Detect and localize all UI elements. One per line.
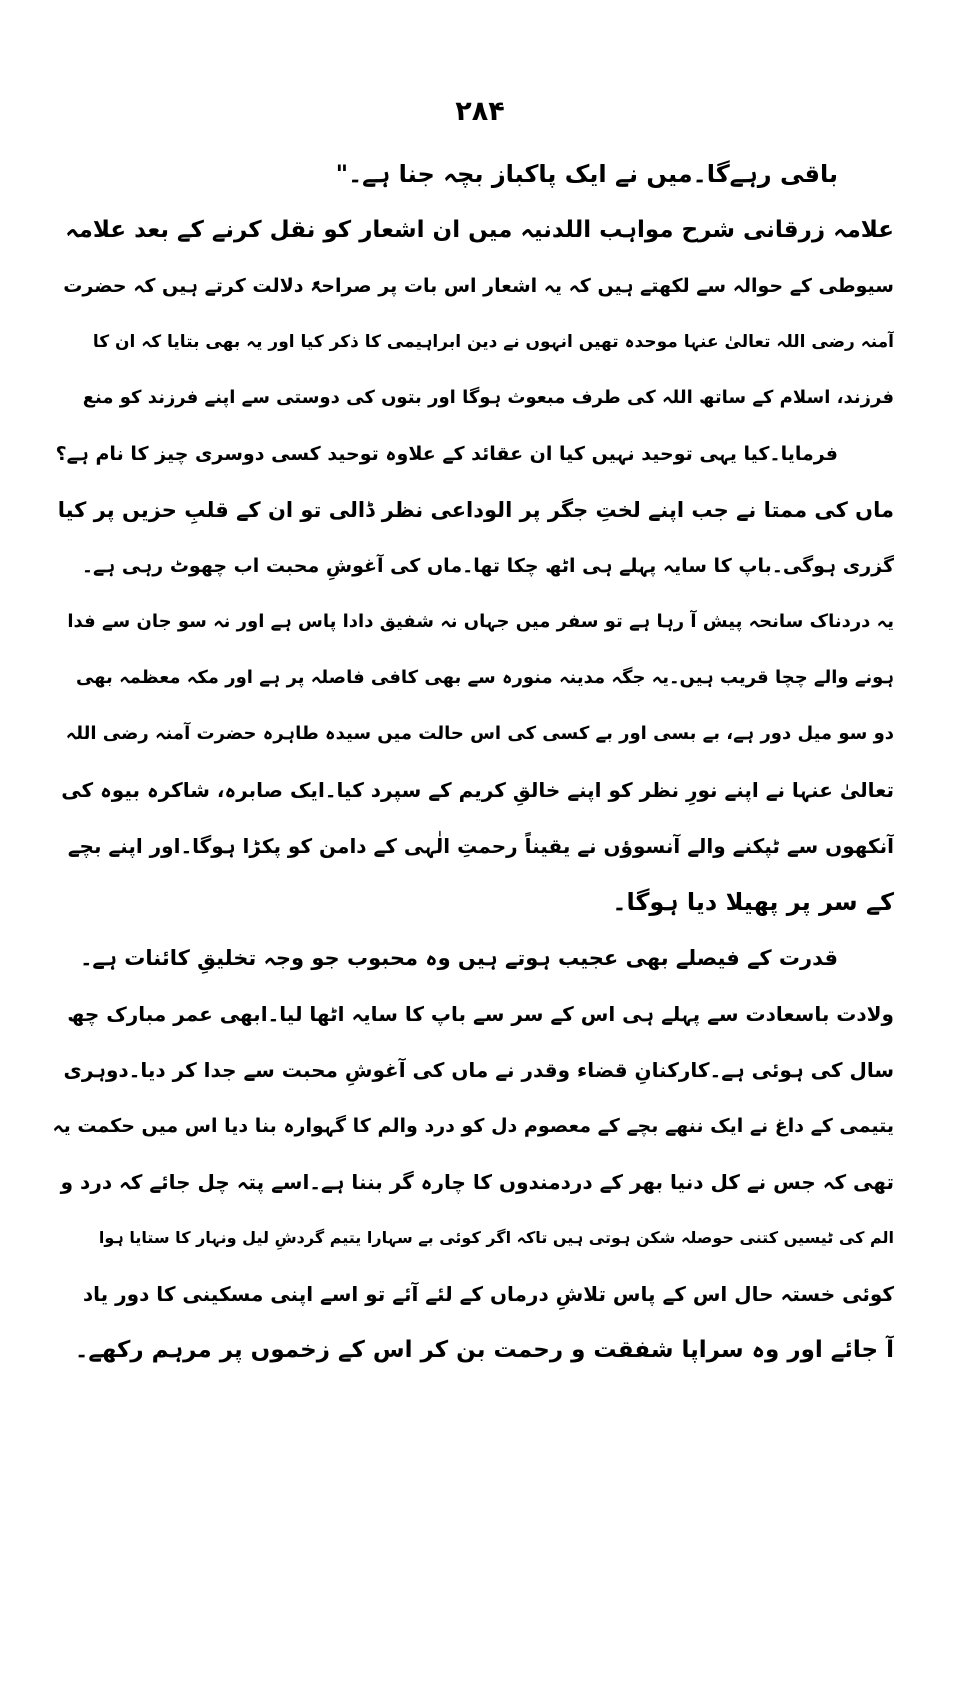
page-body-text	[52, 146, 894, 1378]
text-line: علامہ زرقانی شرح مواہب اللدنیہ میں ان اشعار کو نقل کرنے کے بعد علامہ	[65, 217, 894, 243]
text-line: سیوطی کے حوالہ سے لکھتے ہیں کہ یہ اشعار اس بات پر صراحۃً دلالت کرتے ہیں کہ حضرت	[63, 275, 894, 297]
text-line: فرمایا۔کیا یہی توحید نہیں کیا ان عقائد کے علاوہ توحید کسی دوسری چیز کا نام ہے؟	[55, 443, 838, 465]
text-line: باقی رہےگا۔میں نے ایک پاکباز بچہ جنا ہے۔"	[335, 160, 838, 188]
text-line: یتیمی کے داغ نے ایک ننھے بچے کے معصوم دل کو درد والم کا گہوارہ بنا دیا اس میں حکمت یہ	[52, 1115, 894, 1137]
text-line: کے سر پر پھیلا دیا ہوگا۔	[612, 888, 894, 916]
text-line: الم کی ٹیسیں کتنی حوصلہ شکن ہوتی ہیں تاکہ اگر کوئی بے سہارا یتیم گردشِ لیل ونہار کا ستایا ہوا	[98, 1228, 894, 1247]
text-line: آ جائے اور وہ سراپا شفقت و رحمت بن کر اس کے زخموں پر مرہم رکھے۔	[74, 1337, 894, 1363]
text-line: یہ دردناک سانحہ پیش آ رہا ہے تو سفر میں جہاں نہ شفیق دادا پاس ہے اور نہ سو جان سے فدا	[67, 611, 894, 632]
text-line: دو سو میل دور ہے، بے بسی اور بے کسی کی اس حالت میں سیدہ طاہرہ حضرت آمنہ رضی اللہ	[65, 723, 894, 744]
text-line: ماں کی ممتا نے جب اپنے لختِ جگر پر الوداعی نظر ڈالی تو ان کے قلبِ حزیں پر کیا	[57, 498, 894, 522]
text-line: کوئی خستہ حال اس کے پاس تلاشِ درماں کے لئے آئے تو اسے اپنی مسکینی کا دور یاد	[82, 1282, 894, 1306]
text-line: فرزند، اسلام کے ساتھ اللہ کی طرف مبعوث ہوگا اور بتوں کی دوستی سے اپنے فرزند کو منع	[82, 387, 894, 408]
text-line: آنکھوں سے ٹپکنے والے آنسوؤں نے یقیناً رحمتِ الٰہی کے دامن کو پکڑا ہوگا۔اور اپنے بچے	[67, 834, 894, 858]
text-line: قدرت کے فیصلے بھی عجیب ہوتے ہیں وہ محبوب جو وجہ تخلیقِ کائنات ہے۔	[80, 946, 838, 970]
page-number: ۲۸۴	[455, 96, 505, 127]
text-line: تعالیٰ عنہا نے اپنے نورِ نظر کو اپنے خالقِ کریم کے سپرد کیا۔ایک صابرہ، شاکرہ بیوہ کی	[61, 778, 894, 802]
text-line: تھی کہ جس نے کل دنیا بھر کے دردمندوں کا چارہ گر بننا ہے۔اسے پتہ چل جائے کہ درد و	[60, 1170, 894, 1194]
text-line: ہونے والے چچا قریب ہیں۔یہ جگہ مدینہ منورہ سے بھی کافی فاصلہ پر ہے اور مکہ معظمہ بھی	[75, 667, 894, 688]
text-line: ولادت باسعادت سے پہلے ہی اس کے سر سے باپ کا سایہ اٹھا لیا۔ابھی عمر مبارک چھ	[67, 1002, 894, 1026]
text-line: سال کی ہوئی ہے۔کارکنانِ قضاء وقدر نے ماں کی آغوشِ محبت سے جدا کر دیا۔دوہری	[63, 1058, 894, 1082]
text-line: گزری ہوگی۔باپ کا سایہ پہلے ہی اٹھ چکا تھا۔ماں کی آغوشِ محبت اب چھوٹ رہی ہے۔	[81, 555, 894, 577]
text-line: آمنہ رضی اللہ تعالیٰ عنہا موحدہ تھیں انہوں نے دین ابراہیمی کا ذکر کیا اور یہ بھی بتایا کہ ان کا	[92, 332, 894, 352]
